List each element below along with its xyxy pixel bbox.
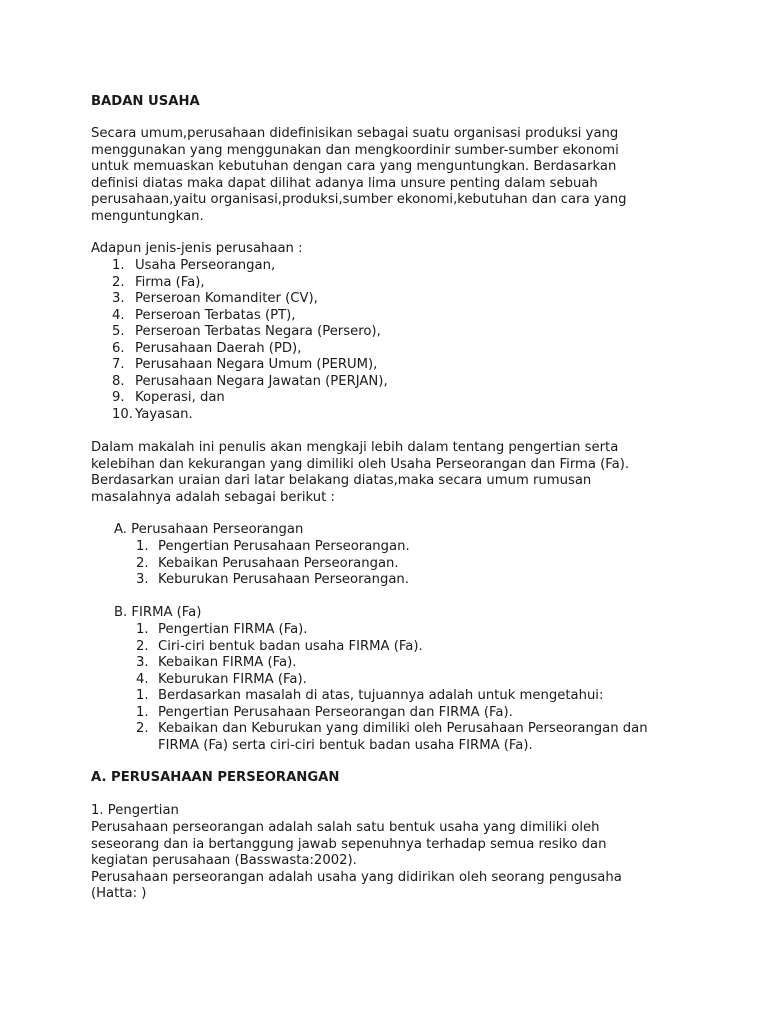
list-text: Berdasarkan masalah di atas, tujuannya adalah untuk mengetahui: [158,688,604,703]
list-number: 1. [136,705,149,720]
list-number: 1. [136,539,149,554]
list-number: 10. [112,407,133,422]
pengertian-line: Perusahaan perseorangan adalah usaha yang didirikan oleh seorang pengusaha [91,870,622,885]
scope-line: Dalam makalah ini penulis akan mengkaji lebih dalam tentang pengertian serta [91,440,619,455]
section-b-label: B. FIRMA (Fa) [114,605,202,620]
list-number: 3. [136,572,149,587]
list-text: Pengertian Perusahaan Perseorangan. [158,539,410,554]
list-text: Koperasi, dan [135,390,225,405]
list-text: Perseroan Terbatas Negara (Persero), [135,324,381,339]
list-text: Perusahaan Negara Jawatan (PERJAN), [135,374,388,389]
list-text: Firma (Fa), [135,275,205,290]
list-text: Perusahaan Daerah (PD), [135,341,302,356]
list-number: 4. [136,672,149,687]
list-number: 3. [112,291,125,306]
list-number: 1. [136,622,149,637]
intro-line: menguntungkan. [91,209,204,224]
list-text: Pengertian Perusahaan Perseorangan dan FIRMA (Fa). [158,705,513,720]
list-number: 1. [112,258,125,273]
list-text: Kebaikan dan Keburukan yang dimiliki oleh Perusahaan Perseorangan dan [158,721,648,736]
pengertian-line: seseorang dan ia bertanggung jawab sepenuhnya terhadap semua resiko dan [91,837,607,852]
list-text: Keburukan Perusahaan Perseorangan. [158,572,409,587]
section-heading: A. PERUSAHAAN PERSEORANGAN [91,770,340,785]
list-number: 7. [112,357,125,372]
subsection-label: 1. Pengertian [91,803,179,818]
intro-line: untuk memuaskan kebutuhan dengan cara yang menguntungkan. Berdasarkan [91,159,617,174]
list-text: Perseroan Terbatas (PT), [135,308,296,323]
intro-line: perusahaan,yaitu organisasi,produksi,sumber ekonomi,kebutuhan dan cara yang [91,192,627,207]
list-text: Ciri-ciri bentuk badan usaha FIRMA (Fa). [158,639,423,654]
list-text: Yayasan. [135,407,193,422]
pengertian-line: (Hatta: ) [91,886,147,901]
scope-line: kelebihan dan kekurangan yang dimiliki oleh Usaha Perseorangan dan Firma (Fa). [91,457,630,472]
intro-line: Secara umum,perusahaan didefinisikan sebagai suatu organisasi produksi yang [91,126,619,141]
list-number: 5. [112,324,125,339]
document-title: BADAN USAHA [91,94,200,109]
list-number: 2. [136,556,149,571]
list-text: Keburukan FIRMA (Fa). [158,672,307,687]
list-text: Perusahaan Negara Umum (PERUM), [135,357,378,372]
list-text: Kebaikan Perusahaan Perseorangan. [158,556,399,571]
list-continuation: FIRMA (Fa) serta ciri-ciri bentuk badan usaha FIRMA (Fa). [158,738,533,753]
pengertian-line: kegiatan perusahaan (Basswasta:2002). [91,853,357,868]
list-number: 6. [112,341,125,356]
pengertian-line: Perusahaan perseorangan adalah salah satu bentuk usaha yang dimiliki oleh [91,820,600,835]
list-number: 4. [112,308,125,323]
intro-line: definisi diatas maka dapat dilihat adanya lima unsure penting dalam sebuah [91,176,598,191]
list-text: Perseroan Komanditer (CV), [135,291,318,306]
list-text: Kebaikan FIRMA (Fa). [158,655,297,670]
list-text: Usaha Perseorangan, [135,258,276,273]
list-number: 2. [112,275,125,290]
list-number: 3. [136,655,149,670]
types-heading: Adapun jenis-jenis perusahaan : [91,241,303,256]
list-number: 8. [112,374,125,389]
section-a-label: A. Perusahaan Perseorangan [114,522,304,537]
list-number: 9. [112,390,125,405]
list-number: 1. [136,688,149,703]
scope-line: masalahnya adalah sebagai berikut : [91,490,335,505]
scope-line: Berdasarkan uraian dari latar belakang diatas,maka secara umum rumusan [91,473,592,488]
list-number: 2. [136,721,149,736]
list-text: Pengertian FIRMA (Fa). [158,622,308,637]
intro-line: menggunakan yang menggunakan dan mengkoordinir sumber-sumber ekonomi [91,143,619,158]
list-number: 2. [136,639,149,654]
